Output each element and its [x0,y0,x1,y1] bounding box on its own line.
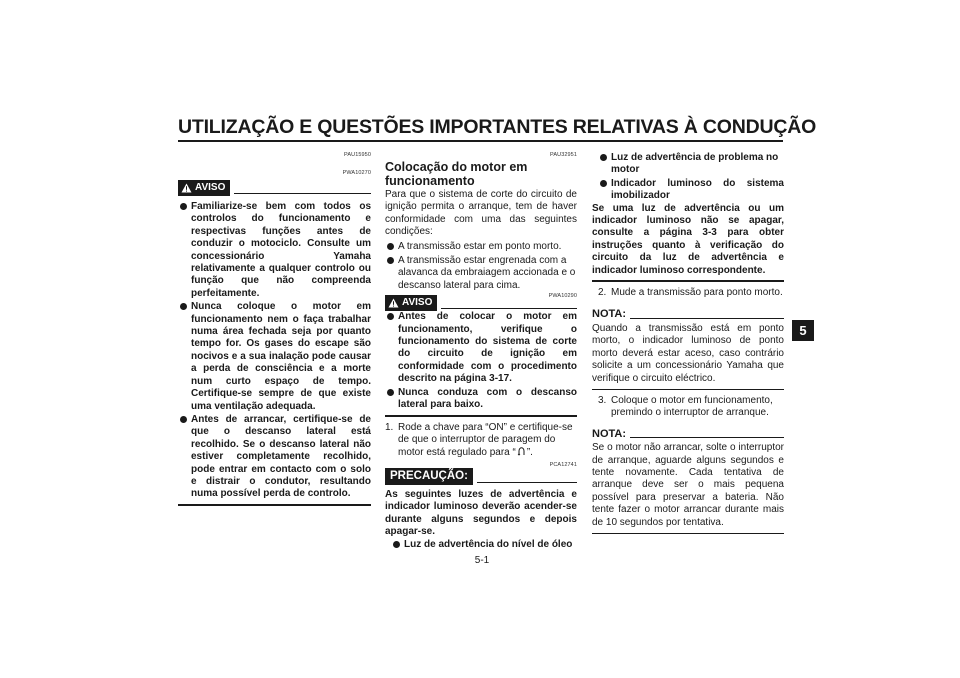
list-item [178,414,371,501]
step-item [592,287,784,299]
step-text: Rode a chave para “ON” e certifique-se de que o interruptor de paragem do motor está regulado para “ [398,421,573,459]
caution-header [385,468,577,485]
caution-end-rule [592,280,784,282]
list-item-text: Luz de advertência do nível de óleo [404,539,573,551]
bullet-icon [387,243,394,250]
list-item-text: Luz de advertência de problema no motor [611,152,779,176]
list-item [178,201,371,300]
step-item [592,395,784,420]
chapter-tab[interactable]: 5 [792,320,814,341]
divider [477,482,577,483]
bullet-icon [393,541,400,548]
list-item [598,152,784,177]
note-text: Se o motor não arrancar, solte o interruptor de arranque, aguarde alguns segundos e tente novamente. Cada tentativa de arranque deve ser o mais pequena possível para preservar a bateria. Não tente fazer o motor arrancar durante mais de 10 segundos por tentativa. [592,442,784,528]
bullet-icon [600,154,607,161]
divider [630,437,784,438]
section-heading: Colocação do motor em funcionamento [385,160,528,188]
divider [630,318,784,319]
step-number: 1. [385,421,394,433]
warning-triangle-icon [388,298,399,308]
step-item [385,422,577,460]
ref-code: PAU15950 [344,152,371,158]
list-item [391,539,577,551]
list-item [385,241,577,253]
engine-stop-run-icon [517,446,526,456]
caution-text: Se uma luz de advertência ou um indicador luminoso não se apagar, consulte a página 3-3 para obter instruções quanto à verificação do circuito da luz de advertência e indicador luminoso correspondente. [592,202,784,276]
note-header [592,428,784,440]
step-number: 3. [598,394,607,406]
note-header [592,308,784,320]
list-item-text: Antes de colocar o motor em funcionamento, verifique o funcionamento do sistema de corte do circuito de ignição em conformidade com o procedimento descrito na página 3-17. [398,311,577,385]
note-end-rule [592,389,784,390]
step-number: 2. [598,287,607,299]
paragraph: Para que o sistema de corte do circuito de ignição permita o arranque, tem de haver conformidade com uma das seguintes condições: [385,189,577,238]
step-text: Mude a transmissão para ponto morto. [611,287,783,299]
divider [441,308,577,309]
column-middle [385,152,577,552]
step-text-end: ”. [526,447,533,459]
step-text: Coloque o motor em funcionamento, premindo o interruptor de arranque. [611,394,773,419]
bullet-icon [387,313,394,320]
bullet-icon [180,416,187,423]
bullet-icon [387,389,394,396]
bullet-icon [180,303,187,310]
warning-label: AVISO [402,297,433,309]
warning-badge [385,295,437,311]
warning-label: AVISO [195,181,226,193]
list-item-text: Familiarize-se bem com todos os controlos do funcionamento e respectivas funções antes de conduzir o motociclo. Consulte um concessionário Yamaha relativamente a qualquer controlo ou função que não compreenda perfeitamente. [191,201,371,299]
list-item-text: Nunca coloque o motor em funcionamento nem o faça trabalhar numa área fechada seja por quanto tempo for. Os gases do escape são nocivos e a sua inalação pode causar a perda de consciência e a morte num curto espaço de tempo. Certifique-se sempre de que existe uma ventilação adequada. [191,301,371,412]
note-end-rule [592,533,784,534]
list-item-text: Antes de arrancar, certifique-se de que o descanso lateral está recolhido. Se o descanso lateral não estiver completamente recolhido, pode entrar em contacto com o solo e distrair o condutor, resultando numa possível perda de controlo. [191,413,371,500]
title-underline [178,140,783,142]
ref-code: PWA10270 [342,170,371,176]
bullet-icon [600,180,607,187]
page-number: 5-1 [474,555,490,566]
note-text: Quando a transmissão está em ponto morto, o indicador luminoso de ponto morto deverá estar aceso, caso contrário solicite a um concessionário Yamaha que verifique o circuito eléctrico. [592,322,784,384]
list-item [178,301,371,413]
page-title: UTILIZAÇÃO E QUESTÕES IMPORTANTES RELATIVAS À CONDUÇÃO [178,116,817,138]
list-item [385,255,577,292]
warning-header [178,180,371,196]
warning-triangle-icon [181,183,192,193]
list-item [385,387,577,412]
ref-code: PCA12741 [549,461,577,468]
list-item-text: A transmissão estar engrenada com a alavanca da embraiagem accionada e o descanso lateral para cima. [398,255,576,291]
list-item-text: A transmissão estar em ponto morto. [398,240,562,252]
column-left [178,152,371,506]
bullet-icon [180,203,187,210]
list-item-text: Nunca conduza com o descanso lateral para baixo. [398,386,577,411]
ref-code: PAU32951 [550,152,577,158]
caution-text: As seguintes luzes de advertência e indicador luminoso deverão acender-se durante alguns segundos e depois apagar-se. [385,488,577,537]
list-item-text: Indicador luminoso do sistema imobilizador [611,177,784,202]
warning-end-rule [385,415,577,417]
note-label: NOTA: [592,308,627,321]
caution-badge: PRECAUÇÃO: [385,468,473,485]
warning-end-rule [178,504,371,506]
bullet-icon [387,257,394,264]
list-item [598,178,784,203]
list-item [385,311,577,385]
warning-badge [178,180,230,196]
ref-code: PWA10290 [548,293,577,300]
column-right [592,152,784,534]
divider [234,193,371,194]
note-label: NOTA: [592,427,627,440]
